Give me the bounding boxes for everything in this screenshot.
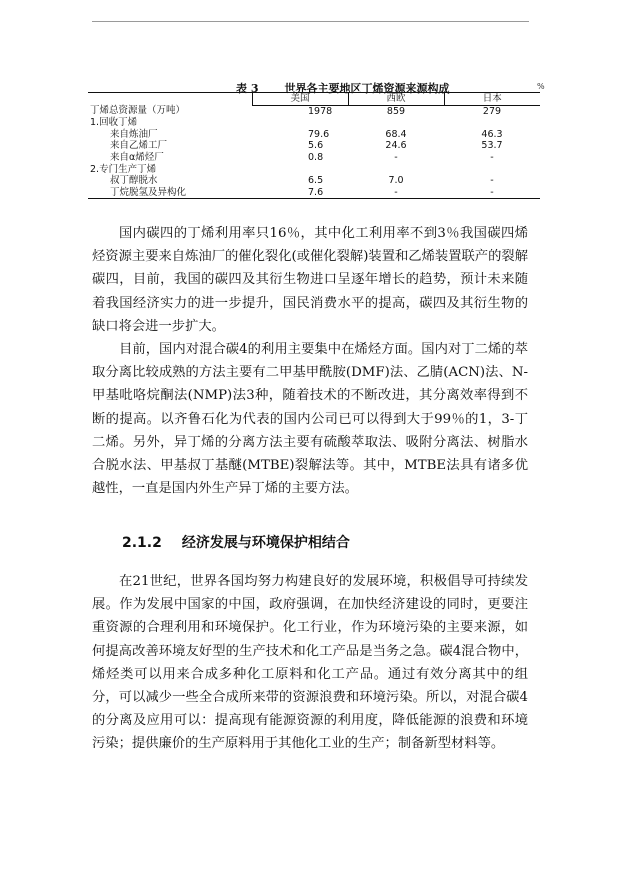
cell-usa: 5.6 [308,140,324,152]
section-title: 经济发展与环境保护相结合 [181,535,350,551]
cell-western-europe: 7.0 [388,175,404,187]
percent-mark: % [537,82,545,91]
table-group-row [88,117,540,129]
table-row-total [88,105,540,117]
cell-western-europe: 859 [386,105,406,117]
cell-western-europe: 24.6 [385,140,407,152]
table-row [88,175,540,187]
cell-western-europe: 68.4 [385,128,407,140]
header-blank [88,93,252,106]
table-row [88,187,540,199]
body-text-lower [92,570,528,756]
section-heading [122,532,350,552]
header-rule [92,21,529,22]
butene-sources-table [88,92,540,199]
table-header-row [88,93,540,106]
row-label: 来自炼油厂 [110,128,158,140]
column-header-japan: 日本 [444,93,540,106]
cell-japan: - [490,151,494,163]
cell-japan: - [490,175,494,187]
cell-western-europe: - [394,151,398,163]
cell-japan: 46.3 [481,128,503,140]
cell-usa: 1978 [308,105,333,117]
cell-japan: 53.7 [481,140,503,152]
cell-usa: 7.6 [252,187,348,199]
column-header-western-europe: 西欧 [348,93,444,106]
body-text-upper [92,222,528,500]
table-row [88,152,540,164]
row-label: 来自α烯烃厂 [110,151,164,163]
section-number: 2.1.2 [122,535,162,551]
row-label: 丁烯总资源量（万吨） [90,105,186,117]
cell-usa: 6.5 [308,175,324,187]
table-row [88,129,540,141]
table-title: 世界各主要地区丁烯资源来源构成 [284,82,450,95]
table-row [88,140,540,152]
group-label-recovered: 1.回收丁烯 [90,117,138,129]
cell-usa: 79.6 [308,128,330,140]
column-header-usa: 美国 [252,93,348,106]
paragraph-sustainable-development: 在21世纪，世界各国均努力构建良好的发展环境，积极倡导可持续发展。作为发展中国家的中国，政府强调，在加快经济建设的同时，更要注重资源的合理利用和环境保护。化工行业，作为环境污染的主要来源，如何提高改善环境友好型的生产技术和化工产品是当务之急。碳4混合物中，烯烃类可以用来合成多种化工原料和化工产品。通过有效分离其中的组分，可以减少一些全合成所来带的资源浪费和环境污染。所以，对混合碳4的分离及应用可以：提高现有能源资源的利用度，降低能源的浪费和环境污染；提供廉价的生产原料用于其他化工业的生产；制备新型材料等。 [92,574,528,752]
cell-japan: 279 [482,105,502,117]
paragraph-c4-separation: 目前，国内对混合碳4的利用主要集中在烯烃方面。国内对丁二烯的萃取分离比较成熟的方法主要有二甲基甲酰胺(DMF)法、乙腈(ACN)法、N-甲基吡咯烷酮法(NMP)法3种，随着技术的不断改进，其分离效率得到不断的提高。以齐鲁石化为代表的国内公司已可以得到大于99％的1，3-丁二烯。另外，异丁烯的分离方法主要有硫酸萃取法、吸附分离法、树脂水合脱水法、甲基叔丁基醚(MTBE)裂解法等。其中，MTBE法具有诸多优越性，一直是国内外生产异丁烯的主要方法。 [92,342,528,497]
row-label: 丁烷脱氢及异构化 [88,187,252,199]
cell-western-europe: - [348,187,444,199]
row-label: 叔丁醇脱水 [110,175,158,187]
table-number: 表 3 [236,82,259,95]
row-label: 来自乙烯工厂 [110,140,168,152]
cell-japan: - [444,187,540,199]
table-group-row [88,164,540,176]
paragraph-butene-utilization: 国内碳四的丁烯利用率只16％，其中化工利用率不到3％我国碳四烯烃资源主要来自炼油厂的催化裂化(或催化裂解)装置和乙烯装置联产的裂解碳四，目前，我国的碳四及其衍生物进口呈逐年增长的趋势，预计未来随着我国经济实力的进一步提升，国民消费水平的提高，碳四及其衍生物的缺口将会进一步扩大。 [92,226,528,334]
group-label-dedicated: 2.专门生产丁烯 [90,163,157,175]
cell-usa: 0.8 [308,151,324,163]
